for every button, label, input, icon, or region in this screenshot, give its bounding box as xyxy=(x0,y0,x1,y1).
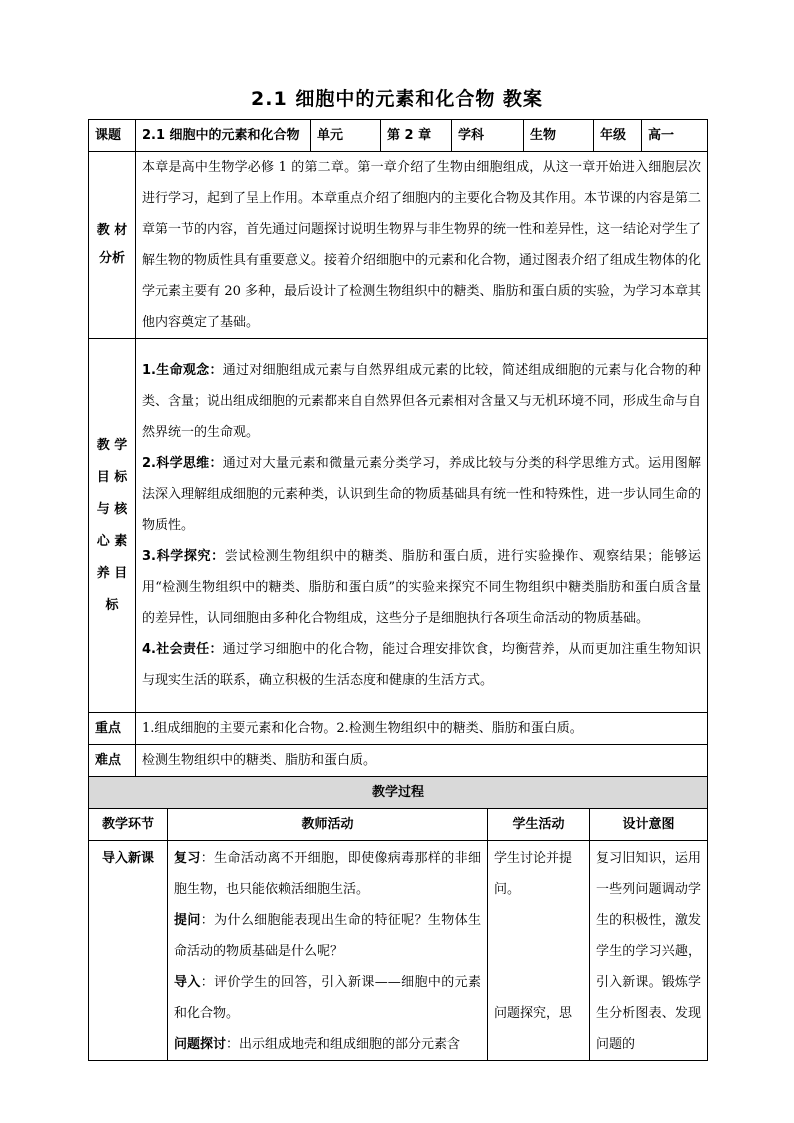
student-text: 学生讨论并提问。 xyxy=(494,851,573,897)
teacher-item xyxy=(174,843,481,905)
col-intent: 设计意图 xyxy=(590,809,708,841)
difficulty-label: 难点 xyxy=(89,745,136,777)
key-point-row xyxy=(89,713,708,745)
subject-value: 生物 xyxy=(524,120,594,152)
process-title: 教学过程 xyxy=(89,777,708,809)
document-title: 2.1 细胞中的元素和化合物 教案 xyxy=(251,88,543,110)
teacher-item xyxy=(174,967,481,1029)
difficulty-row xyxy=(89,745,708,777)
teacher-item xyxy=(174,905,481,967)
key-point-label: 重点 xyxy=(89,713,136,745)
teacher-item xyxy=(174,1029,481,1060)
goal-text: 尝试检测生物组织中的糖类、脂肪和蛋白质，进行实验操作、观察结果；能够运用“检测生物组织中的糖类、脂肪和蛋白质”的实验来探究不同生物组织中糖类脂肪和蛋白质含量的差异性，认同细胞由多种化合物组成，这些分子是细胞执行各项生命活动的物质基础。 xyxy=(142,549,701,626)
process-table xyxy=(88,776,708,1061)
process-header-row xyxy=(89,809,708,841)
difficulty-text: 检测生物组织中的糖类、脂肪和蛋白质。 xyxy=(136,745,708,777)
teacher-text: ：出示组成地壳和组成细胞的部分元素含 xyxy=(226,1037,461,1052)
goal-head: 1.生命观念： xyxy=(142,363,223,378)
goals-row xyxy=(89,339,708,713)
goal-item xyxy=(142,634,701,696)
goals-label: 教 学 目 标 与 核 心 素 养 目 标 xyxy=(89,339,136,713)
lesson-info-table xyxy=(88,119,708,777)
header-row xyxy=(89,120,708,152)
subject-label: 学科 xyxy=(452,120,524,152)
teacher-head: 提问 xyxy=(174,913,201,928)
process-title-row xyxy=(89,777,708,809)
col-teacher: 教师活动 xyxy=(168,809,488,841)
goal-text: 通过对细胞组成元素与自然界组成元素的比较，简述组成细胞的元素与化合物的种类、含量；说出组成细胞的元素都来自自然界但各元素相对含量又与无机环境不同，形成生命与自然界统一的生命观。 xyxy=(142,363,702,440)
teacher-text: ：评价学生的回答，引入新课——细胞中的元素和化合物。 xyxy=(174,975,481,1021)
student-cell xyxy=(488,841,590,1061)
intent-cell: 复习旧知识，运用一些列问题调动学生的积极性，激发学生的学习兴趣，引入新课。锻炼学生分析图表、发现问题的 xyxy=(590,841,708,1061)
col-student: 学生活动 xyxy=(488,809,590,841)
col-stage: 教学环节 xyxy=(89,809,168,841)
analysis-label: 教 材 分析 xyxy=(89,152,136,339)
student-text-2: 问题探究，思 xyxy=(494,1006,573,1021)
course-value: 2.1 细胞中的元素和化合物 xyxy=(136,120,311,152)
goal-item xyxy=(142,355,701,448)
goal-text: 通过对大量元素和微量元素分类学习，养成比较与分类的科学思维方式。运用图解法深入理解组成细胞的元素种类，认识到生命的物质基础具有统一性和特殊性，进一步认同生命的物质性。 xyxy=(142,456,702,533)
goal-head: 3.科学探究： xyxy=(142,549,225,564)
stage-cell: 导入新课 xyxy=(89,841,168,1061)
goal-text: 通过学习细胞中的化合物，能过合理安排饮食，均衡营养，从而更加注重生物知识与现实生活的联系，确立积极的生活态度和健康的生活方式。 xyxy=(142,642,701,688)
key-point-text: 1.组成细胞的主要元素和化合物。2.检测生物组织中的糖类、脂肪和蛋白质。 xyxy=(136,713,708,745)
goal-item xyxy=(142,541,701,634)
goal-item xyxy=(142,448,701,541)
goal-head: 2.科学思维： xyxy=(142,456,223,471)
teacher-head: 导入 xyxy=(174,975,201,990)
grade-value: 高一 xyxy=(642,120,708,152)
process-row xyxy=(89,841,708,1061)
grade-label: 年级 xyxy=(594,120,642,152)
teacher-cell xyxy=(168,841,488,1061)
teacher-text: ：为什么细胞能表现出生命的特征呢？生物体生命活动的物质基础是什么呢？ xyxy=(174,913,481,959)
course-label: 课题 xyxy=(89,120,136,152)
analysis-row xyxy=(89,152,708,339)
goal-head: 4.社会责任： xyxy=(142,642,223,657)
teacher-head: 复习 xyxy=(174,851,201,866)
teacher-head: 问题探讨 xyxy=(174,1037,227,1052)
teacher-text: ：生命活动离不开细胞，即使像病毒那样的非细胞生物，也只能依赖活细胞生活。 xyxy=(174,851,481,897)
goals-content xyxy=(136,339,708,713)
unit-value: 第 2 章 xyxy=(381,120,452,152)
analysis-text: 本章是高中生物学必修 1 的第二章。第一章介绍了生物由细胞组成，从这一章开始进入细胞层次进行学习，起到了呈上作用。本章重点介绍了细胞内的主要化合物及其作用。本节课的内容是第二章第一节的内容，首先通过问题探讨说明生物界与非生物界的统一性和差异性，这一结论对学生了解生物的物质性具有重要意义。接着介绍细胞中的元素和化合物，通过图表介绍了组成生物体的化学元素主要有 20 多种，最后设计了检测生物组织中的糖类、脂肪和蛋白质的实验，为学习本章其他内容奠定了基础。 xyxy=(136,152,708,339)
unit-label: 单元 xyxy=(311,120,381,152)
